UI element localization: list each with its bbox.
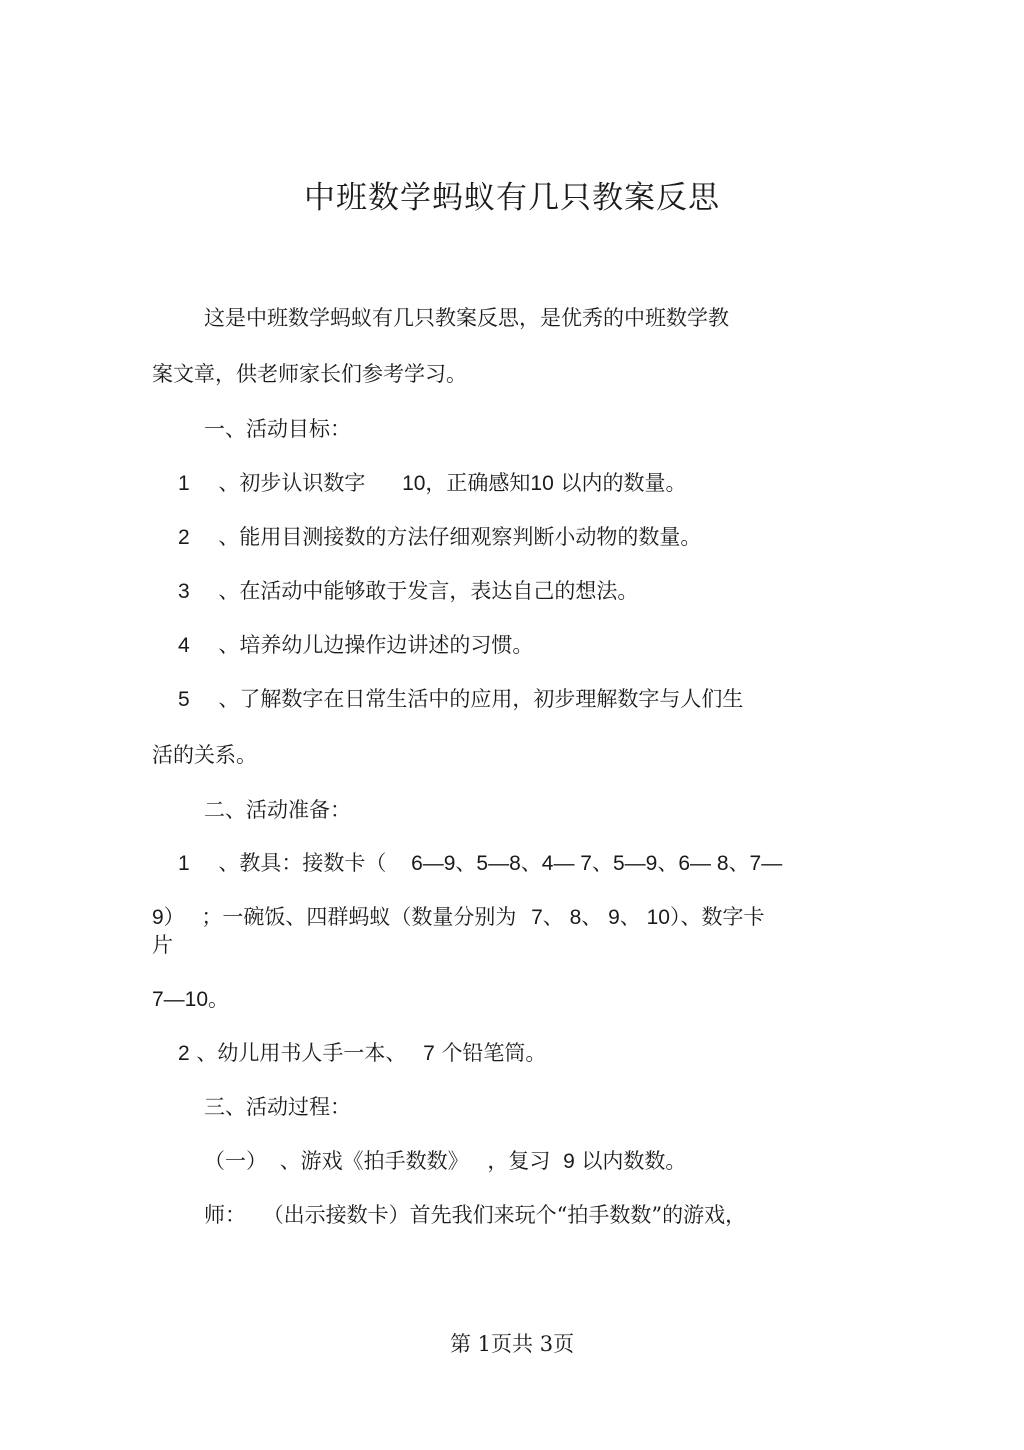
card-ranges: 6—9、5—8、4— 7、5—9、6— 8、7— (411, 852, 783, 875)
prep-text: ；一碗饭、四群蚂蚁（数量分别为 (201, 905, 517, 929)
footer-prefix: 第 (449, 1332, 471, 1356)
prep-item-1-line-3: 片 (152, 933, 173, 957)
page-footer (0, 1328, 1024, 1358)
goal-item-1 (178, 468, 686, 499)
goal-number: 2 (178, 526, 190, 549)
goal-number: 4 (178, 634, 190, 657)
prep-number: 2 (178, 1042, 190, 1065)
footer-total-pages: 3 (539, 1332, 554, 1356)
goals-heading: 一、活动目标： (204, 417, 351, 441)
teacher-line (204, 1200, 746, 1230)
prep-text: 。 (208, 987, 230, 1011)
teacher-text: （出示接数卡）首先我们来玩个“拍手数数”的游戏， (262, 1203, 747, 1227)
process-heading: 三、活动过程： (204, 1095, 351, 1119)
goal-text: 、培养幼儿边操作边讲述的习惯。 (218, 633, 534, 657)
goal-item-4 (178, 630, 533, 661)
prep-item-1-line-4 (152, 984, 229, 1015)
prep-text: 、幼儿用书人手一本、 (196, 1041, 407, 1065)
goal-item-2 (178, 522, 701, 553)
footer-suffix: 页 (553, 1332, 575, 1356)
prep-text: 、教具：接数卡（ (218, 851, 387, 875)
goal-number: 5 (178, 688, 190, 711)
goal-number-inline: 10 (530, 472, 554, 495)
goal-text: 、初步认识数字 (218, 471, 366, 495)
prep-text: 个铅笔筒。 (441, 1041, 547, 1065)
goal-text: 、能用目测接数的方法仔细观察判断小动物的数量。 (218, 525, 702, 549)
ant-counts: 7、 8、 9、 10 (531, 906, 670, 929)
prep-item-1-line-2 (152, 902, 764, 933)
document-title: 中班数学蚂蚁有几只教案反思 (304, 180, 720, 216)
number-card-range: 7—10 (152, 988, 209, 1011)
goal-item-3 (178, 576, 638, 607)
footer-page-number: 1 (477, 1332, 491, 1356)
goal-text: 、了解数字在日常生活中的应用，初步理解数字与人们生 (218, 687, 744, 711)
process-text: ，复习 (487, 1149, 551, 1173)
intro-line-1: 这是中班数学蚂蚁有几只教案反思，是优秀的中班数学教 (204, 306, 729, 330)
footer-mid: 页共 (491, 1332, 533, 1356)
prep-heading: 二、活动准备： (204, 798, 351, 822)
process-item-1 (204, 1146, 686, 1177)
prep-item-1 (178, 848, 782, 879)
prep-number-inline: 7 (423, 1042, 435, 1065)
prep-number: 1 (178, 852, 190, 875)
goal-number: 1 (178, 472, 190, 495)
prep-item-2 (178, 1038, 546, 1069)
goal-text: ，正确感知 (425, 471, 531, 495)
goal-item-5 (178, 684, 743, 715)
goal-number: 3 (178, 580, 190, 603)
intro-line-2: 案文章，供老师家长们参考学习。 (152, 362, 467, 386)
process-text: 以内数数。 (581, 1149, 687, 1173)
prep-number-inline: 9） (152, 906, 185, 929)
goal-text: 、在活动中能够敢于发言，表达自己的想法。 (218, 579, 639, 603)
process-text: 、游戏《拍手数数》 (279, 1149, 469, 1173)
goal-text: 以内的数量。 (553, 471, 687, 495)
prep-text: ）、数字卡 (669, 905, 765, 929)
speaker-label: 师： (204, 1203, 246, 1227)
process-number: 9 (563, 1150, 575, 1173)
process-label: （一） (204, 1149, 267, 1173)
goal-5-continuation: 活的关系。 (152, 743, 257, 767)
goal-number-inline: 10 (402, 472, 426, 495)
